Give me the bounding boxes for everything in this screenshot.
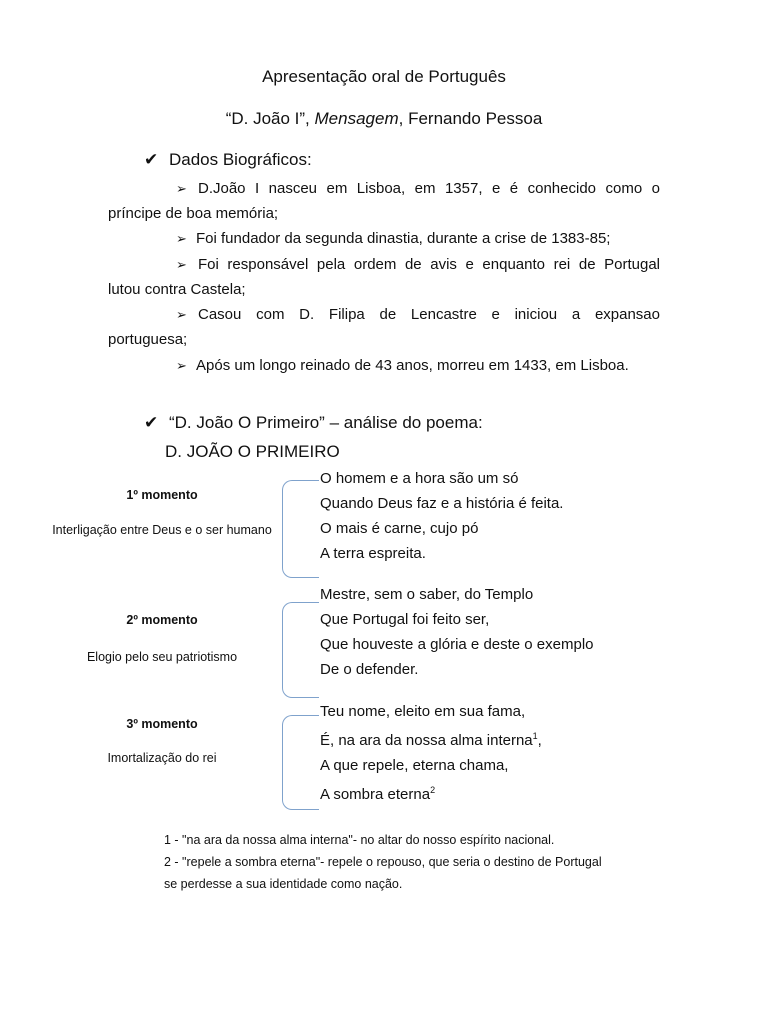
footnote-ref-1: 1 [532, 731, 538, 741]
verse-line: Que houveste a glória e deste o exemplo [320, 636, 594, 653]
bullet-item [176, 230, 610, 247]
footnote-line: se perdesse a sua identidade como nação. [164, 877, 403, 891]
poem-stanza-2 [320, 582, 594, 682]
poem-title: D. JOÃO O PRIMEIRO [165, 442, 340, 461]
verse-line: O mais é carne, cujo pó [320, 520, 479, 537]
moment-1-bracket [282, 480, 319, 578]
moment-2-title: 2º momento [126, 613, 198, 627]
verse-text: A sombra eterna [320, 786, 431, 803]
moment-3-bracket [282, 715, 319, 810]
verse-text: É, na ara da nossa alma interna [320, 732, 533, 749]
footnote-line: 2 - "repele a sombra eterna"- repele o repouso, que seria o destino de Portugal [164, 855, 602, 869]
bullet-text-line: Foi responsável pela ordem de avis e enquanto rei de Portugal [198, 256, 660, 273]
verse-line: A terra espreita. [320, 545, 426, 562]
verse-tail: , [537, 732, 542, 749]
subtitle-italic: Mensagem [314, 109, 399, 128]
subtitle-part2: , Fernando Pessoa [398, 109, 543, 128]
checkmark-icon: ✔ [144, 150, 159, 169]
verse-line: Que Portugal foi feito ser, [320, 611, 490, 628]
bullet-text-line: D.João I nasceu em Lisboa, em 1357, e é conhecido como o [198, 180, 660, 197]
arrow-bullet-icon: ➢ [176, 257, 187, 272]
bullet-item [176, 357, 629, 374]
section-biography-title: Dados Biográficos: [168, 150, 312, 169]
bullet-text-line: lutou contra Castela; [108, 281, 246, 298]
section-biography-heading [144, 150, 312, 170]
poem-stanza-3 [320, 699, 542, 807]
section-poem-heading [144, 413, 483, 433]
arrow-bullet-icon: ➢ [176, 358, 187, 373]
section-poem-title: “D. João O Primeiro” – análise do poema: [168, 413, 483, 432]
footnotes [164, 829, 602, 895]
moment-1-title: 1º momento [126, 488, 198, 502]
moment-2-description: Elogio pelo seu patriotismo [86, 650, 238, 664]
verse-line: Quando Deus faz e a história é feita. [320, 495, 564, 512]
arrow-bullet-icon: ➢ [176, 231, 187, 246]
bullet-text-line: Foi fundador da segunda dinastia, durante a crise de 1383-85; [196, 230, 611, 247]
subtitle-part1: “D. João I”, [225, 109, 315, 128]
verse-line [320, 778, 542, 807]
arrow-bullet-icon: ➢ [176, 181, 187, 196]
footnote-line: 1 - "na ara da nossa alma interna"- no altar do nosso espírito nacional. [164, 833, 555, 847]
document-title: Apresentação oral de Português [262, 67, 506, 86]
footnote-ref-2: 2 [430, 785, 436, 795]
verse-line: De o defender. [320, 661, 419, 678]
bullet-text-line: Casou com D. Filipa de Lencastre e iniciou a expansao [198, 306, 660, 323]
bullet-text-line: príncipe de boa memória; [108, 205, 279, 222]
document-subtitle [0, 109, 768, 129]
moment-3-description: Imortalização do rei [107, 751, 217, 765]
bullet-text-line: Após um longo reinado de 43 anos, morreu em 1433, em Lisboa. [196, 357, 629, 374]
verse-line: Teu nome, eleito em sua fama, [320, 703, 526, 720]
poem-stanza-1 [320, 466, 563, 566]
verse-line [320, 724, 542, 753]
moment-1-description: Interligação entre Deus e o ser humano [52, 523, 272, 537]
moment-2-bracket [282, 602, 319, 698]
arrow-bullet-icon: ➢ [176, 307, 187, 322]
bullet-text-line: portuguesa; [108, 331, 188, 348]
moment-3-title: 3º momento [126, 717, 198, 731]
verse-line: A que repele, eterna chama, [320, 757, 509, 774]
checkmark-icon: ✔ [144, 413, 159, 432]
verse-line: Mestre, sem o saber, do Templo [320, 586, 534, 603]
verse-line: O homem e a hora são um só [320, 470, 519, 487]
